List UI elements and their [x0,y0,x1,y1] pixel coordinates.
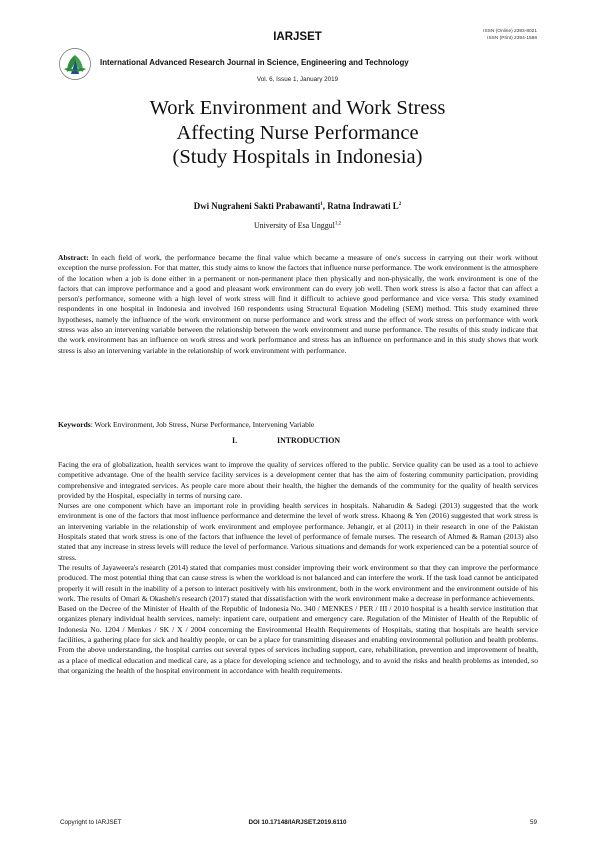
issn-block [483,28,537,42]
journal-abbreviation: IARJSET [273,31,322,43]
section-number: I. [232,436,238,445]
title-line-3: (Study Hospitals in Indonesia) [172,146,423,168]
footer-page-number: 59 [529,819,537,826]
author-separator: , [322,201,328,211]
footer-copyright: Copyright to IARJSET [60,819,122,826]
introduction-body [58,460,538,676]
body-paragraph-2: Nurses are one component which have an important role in providing health services in hospitals. Naharudin & Sadegi (2013) suggested that the work environment is one of the factors that most influence performance and determine the level of work stress. Khaong & Yen (2016) suggested that work stress is an intervening variable in the relationship of work environment and employee performance. Jehangir, et al (2011) in their research in one of the Pakistan Hospitals stated that work stress is one of the factors that influence the level of performance of female nurses. The research of Ahmed & Raman (2013) also stated that any increase in stress levels will reduce the level of performance. Various situations and demands for work experienced can be a potential source of stress. [58,501,538,562]
body-paragraph-1: Facing the era of globalization, health services want to improve the quality of services offered to the public. Service quality can be used as a tool to achieve competitive advantage. One of the health service facility services is a development center that has the aim of fostering community participation, providing comprehensive and integrated services. As people care more about their health, the higher the demands of the community for the quality of health services provided by the Hospital, especially in terms of nursing care. [58,460,538,500]
author-2-affiliation-mark: 2 [398,202,402,208]
affiliation-name: University of Esa Unggul [253,221,335,230]
affiliation [0,221,595,230]
issn-online: ISSN (Online) 2393-8021 [483,29,537,34]
body-paragraph-4: Based on the Decree of the Minister of Health of the Republic of Indonesia No. 340 / MENKES / PER / III / 2010 hospital is a health service institution that organizes plenary individual health services, namely: inpatient care, outpatient and emergency care. Regulation of the Minister of Health of the Republic of Indonesia No. 1204 / Menkes / SK / X / 2004 concerning the Environmental Health Requirements of Hospitals, stating that hospitals are health service facilities, a gathering place for sick and healthy people, or can be a place for transmitting diseases and enabling environmental pollution and health problems. From the above understanding, the hospital carries out several types of services including support, care, rehabilitation, prevention and improvement of health, as a place of medical education and medical care, as a place for developing science and technology, and to avoid the risks and health problems as intended, so that organizing the health of the hospital environment in accordance with health requirements. [58,604,538,675]
issue-info: Vol. 6, Issue 1, January 2019 [256,76,339,83]
abstract [58,253,538,356]
abstract-text: In each field of work, the performance became the final value which became a measure of one's success in carrying out their work without exception the nurse profession. For that matter, this study aims to know the factors that influence nurse performance. The work environment is the atmosphere of the location when a job is done either in a permanent or non-permanent place then physically and non-physically, the work environment is one of the factors that can improve performance and a good and pleasant work environment can do every job well. Then work stress is also a factor that can affect a person's performance, someone with a high level of work stress will find it difficult to achieve good performance and vice versa. This study examined respondents in one hospital in Indonesia and involved 160 respondents using Structural Equation Modeling (SEM) method. This study examined three hypotheses, namely the influence of the work environment on nurse performance and work stress and the effect of work stress on performance with work stress was also an intervening variable between the relationship between the work environment and nurse performance. The results of this study indicate that the work environment has an influence on work stress and work performance and stress has an influence on performance and in this study shows that work stress is also an intervening variable in the relationship of work environment with performance. [58,253,538,355]
paper-title [60,96,535,170]
author-2: Ratna Indrawati L [327,201,399,211]
abstract-label: Abstract: [58,253,89,262]
body-paragraph-3: The results of Jayaweera's research (2014) stated that companies must consider improving their work environment so that they can improve the performance produced. The most potential thing that can cause stress is when the workload is not balanced and can interfere the work. If the task load cannot be anticipated properly it will result in the inability of a person to interact positively with his environment, both in the work environment and the environment outside of his work. The results of Omari & Okasheh's research (2017) stated that dissatisfaction with the work environment make a decrease in performance achievements. [58,562,538,603]
keywords-text: : Work Environment, Job Stress, Nurse Performance, Intervening Variable [90,420,315,429]
footer-doi[interactable]: DOI 10.17148/IARJSET.2019.6110 [248,819,347,826]
affiliation-mark: 1,2 [334,221,342,227]
author-1: Dwi Nugraheni Sakti Prabawanti [193,201,321,211]
journal-masthead [0,0,595,90]
issn-print: ISSN (Print) 2394-1588 [487,36,537,41]
title-line-1: Work Environment and Work Stress [149,97,446,119]
author-list [0,201,595,211]
journal-name: International Advanced Research Journal in Science, Engineering and Technology [100,58,409,67]
author-1-affiliation-mark: 1 [320,202,323,208]
keywords-label: Keywords [58,420,91,429]
section-title: INTRODUCTION [277,436,341,445]
keywords [58,420,538,430]
title-line-2: Affecting Nurse Performance [176,121,419,144]
